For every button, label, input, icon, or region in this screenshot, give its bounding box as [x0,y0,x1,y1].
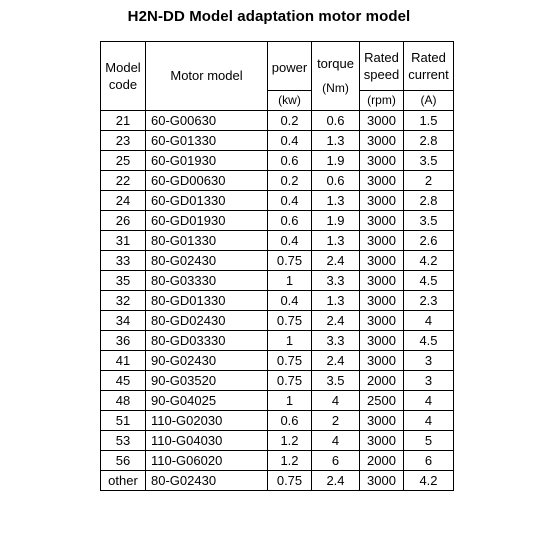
header-model-code [101,42,146,111]
cell-power: 0.75 [268,371,312,391]
header-rated-current [404,42,454,91]
cell-motor-model: 90-G03520 [146,371,268,391]
header-rated-speed [360,42,404,91]
cell-current: 3 [404,371,454,391]
unit-current: (A) [404,91,454,111]
cell-model-code: 22 [101,171,146,191]
cell-current: 4 [404,411,454,431]
cell-model-code: 31 [101,231,146,251]
unit-power: (kw) [268,91,312,111]
cell-power: 0.75 [268,351,312,371]
table-row [101,411,454,431]
cell-model-code: 36 [101,331,146,351]
cell-current: 4.2 [404,251,454,271]
cell-current: 2.6 [404,231,454,251]
header-model-code-line2: code [108,77,138,92]
cell-speed: 3000 [360,231,404,251]
cell-torque: 3.3 [312,331,360,351]
cell-model-code: 35 [101,271,146,291]
cell-power: 0.2 [268,111,312,131]
cell-speed: 2500 [360,391,404,411]
cell-model-code: 34 [101,311,146,331]
cell-motor-model: 90-G02430 [146,351,268,371]
cell-current: 4.5 [404,331,454,351]
cell-motor-model: 110-G02030 [146,411,268,431]
cell-power: 1 [268,391,312,411]
table-row [101,111,454,131]
cell-current: 4 [404,311,454,331]
header-rated-current-line2: current [408,67,449,82]
header-rated-current-line1: Rated [411,50,446,65]
header-row [101,42,454,91]
table-row [101,151,454,171]
cell-speed: 3000 [360,251,404,271]
cell-model-code: 33 [101,251,146,271]
cell-power: 0.75 [268,471,312,491]
cell-torque: 2 [312,411,360,431]
cell-model-code: 21 [101,111,146,131]
cell-speed: 3000 [360,291,404,311]
cell-speed: 3000 [360,271,404,291]
cell-torque: 2.4 [312,351,360,371]
cell-power: 0.75 [268,251,312,271]
table-row [101,311,454,331]
cell-model-code: 32 [101,291,146,311]
cell-torque: 1.3 [312,231,360,251]
table-row [101,471,454,491]
cell-power: 0.6 [268,411,312,431]
cell-speed: 3000 [360,311,404,331]
cell-model-code: 24 [101,191,146,211]
cell-speed: 3000 [360,191,404,211]
cell-motor-model: 60-GD00630 [146,171,268,191]
cell-current: 5 [404,431,454,451]
cell-motor-model: 80-G02430 [146,471,268,491]
cell-torque: 1.3 [312,191,360,211]
cell-motor-model: 80-GD02430 [146,311,268,331]
cell-motor-model: 80-GD01330 [146,291,268,311]
header-motor-model: Motor model [146,42,268,111]
cell-model-code: 41 [101,351,146,371]
table-row [101,291,454,311]
cell-current: 2.8 [404,131,454,151]
cell-motor-model: 110-G06020 [146,451,268,471]
cell-speed: 3000 [360,151,404,171]
cell-current: 1.5 [404,111,454,131]
cell-model-code: 48 [101,391,146,411]
cell-torque: 3.3 [312,271,360,291]
cell-model-code: 56 [101,451,146,471]
cell-speed: 2000 [360,451,404,471]
table-row [101,171,454,191]
table-row [101,211,454,231]
table-row [101,351,454,371]
cell-current: 3.5 [404,151,454,171]
cell-power: 1.2 [268,451,312,471]
table-row [101,251,454,271]
table-row [101,391,454,411]
cell-current: 2.3 [404,291,454,311]
table-row [101,271,454,291]
cell-speed: 3000 [360,211,404,231]
cell-motor-model: 60-GD01330 [146,191,268,211]
cell-current: 4.5 [404,271,454,291]
cell-model-code: 25 [101,151,146,171]
cell-power: 1 [268,331,312,351]
cell-torque: 1.9 [312,151,360,171]
cell-power: 0.4 [268,231,312,251]
cell-torque: 1.3 [312,291,360,311]
cell-speed: 2000 [360,371,404,391]
table-row [101,431,454,451]
cell-torque: 1.9 [312,211,360,231]
cell-model-code: other [101,471,146,491]
table-row [101,451,454,471]
table-row [101,191,454,211]
cell-power: 0.4 [268,131,312,151]
cell-torque: 2.4 [312,471,360,491]
table-row [101,131,454,151]
cell-motor-model: 60-G00630 [146,111,268,131]
cell-current: 4.2 [404,471,454,491]
header-model-code-line1: Model [105,60,141,75]
cell-current: 3 [404,351,454,371]
cell-power: 1 [268,271,312,291]
cell-speed: 3000 [360,111,404,131]
cell-power: 0.6 [268,151,312,171]
cell-current: 2.8 [404,191,454,211]
cell-speed: 3000 [360,431,404,451]
cell-motor-model: 80-G02430 [146,251,268,271]
cell-motor-model: 60-GD01930 [146,211,268,231]
cell-speed: 3000 [360,351,404,371]
cell-model-code: 45 [101,371,146,391]
cell-current: 4 [404,391,454,411]
header-rated-speed-line1: Rated [364,50,399,65]
cell-power: 0.75 [268,311,312,331]
motor-model-table [100,41,454,491]
cell-speed: 3000 [360,471,404,491]
cell-model-code: 26 [101,211,146,231]
cell-power: 0.6 [268,211,312,231]
unit-speed: (rpm) [360,91,404,111]
cell-current: 3.5 [404,211,454,231]
cell-power: 0.2 [268,171,312,191]
cell-motor-model: 80-GD03330 [146,331,268,351]
unit-torque: (Nm) [322,81,349,95]
cell-power: 1.2 [268,431,312,451]
cell-motor-model: 60-G01930 [146,151,268,171]
cell-power: 0.4 [268,291,312,311]
header-rated-speed-line2: speed [363,67,400,82]
cell-torque: 3.5 [312,371,360,391]
cell-motor-model: 80-G03330 [146,271,268,291]
cell-motor-model: 110-G04030 [146,431,268,451]
cell-speed: 3000 [360,331,404,351]
page-title: H2N-DD Model adaptation motor model [127,8,411,25]
cell-motor-model: 80-G01330 [146,231,268,251]
cell-torque: 0.6 [312,111,360,131]
cell-current: 2 [404,171,454,191]
header-torque [312,42,360,111]
cell-torque: 6 [312,451,360,471]
cell-current: 6 [404,451,454,471]
cell-model-code: 23 [101,131,146,151]
cell-speed: 3000 [360,171,404,191]
cell-speed: 3000 [360,411,404,431]
header-torque-label: torque [317,56,354,71]
cell-torque: 2.4 [312,311,360,331]
cell-torque: 4 [312,431,360,451]
cell-model-code: 53 [101,431,146,451]
cell-torque: 2.4 [312,251,360,271]
cell-torque: 0.6 [312,171,360,191]
cell-power: 0.4 [268,191,312,211]
cell-motor-model: 90-G04025 [146,391,268,411]
cell-speed: 3000 [360,131,404,151]
table-row [101,371,454,391]
cell-model-code: 51 [101,411,146,431]
table-row [101,331,454,351]
cell-torque: 4 [312,391,360,411]
cell-motor-model: 60-G01330 [146,131,268,151]
table-row [101,231,454,251]
header-power: power [268,42,312,91]
cell-torque: 1.3 [312,131,360,151]
